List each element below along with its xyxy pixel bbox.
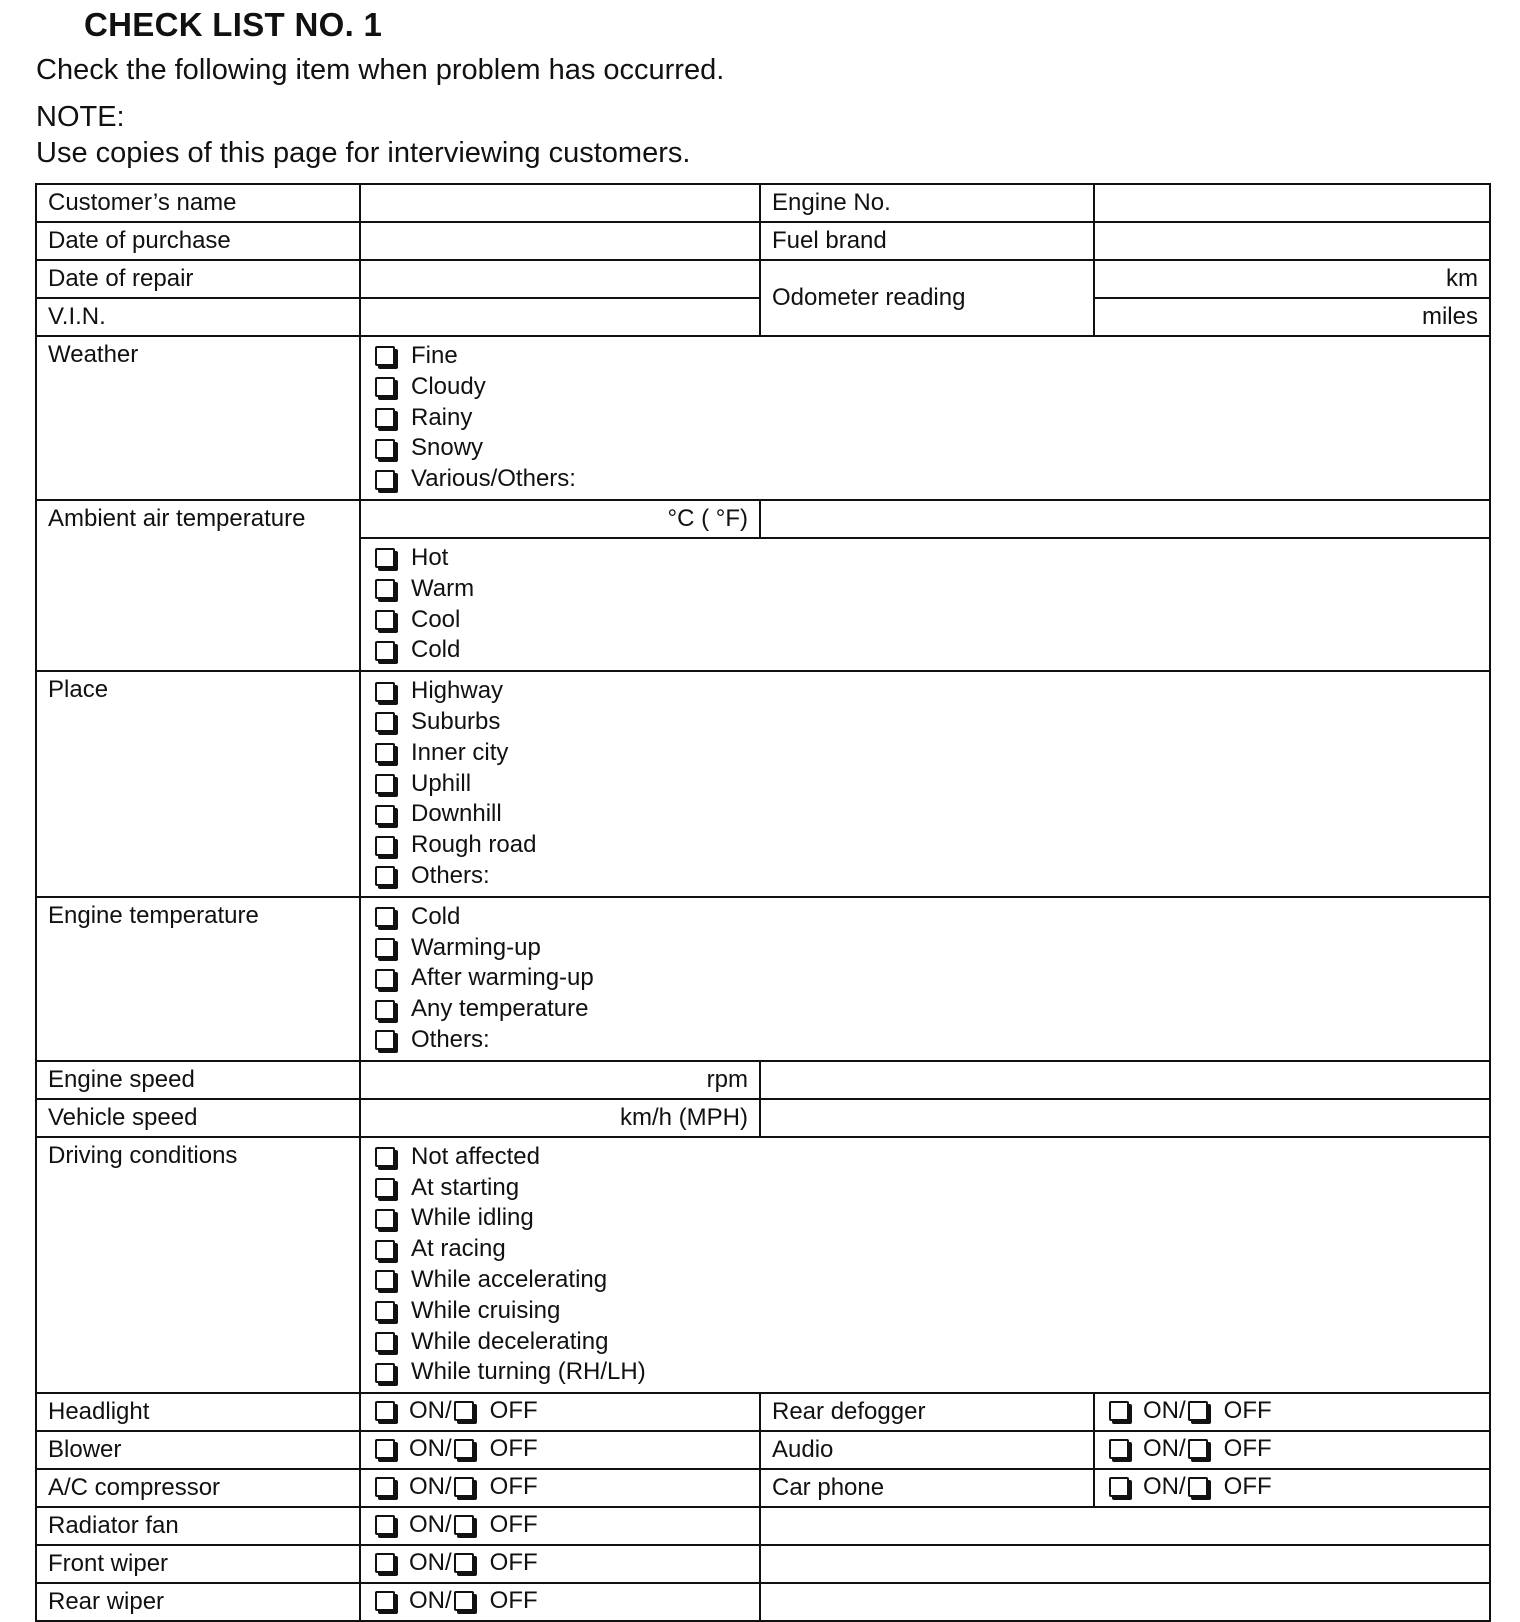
checkbox-icon[interactable] xyxy=(375,408,395,428)
radiator-fan-blank xyxy=(760,1507,1490,1545)
fuel-brand-field[interactable] xyxy=(1094,222,1490,260)
date-of-purchase-label: Date of purchase xyxy=(36,222,360,260)
fuel-brand-label: Fuel brand xyxy=(760,222,1094,260)
checkbox-icon[interactable] xyxy=(375,743,395,763)
option-label: Inner city xyxy=(411,738,509,766)
option-suburbs[interactable] xyxy=(372,707,1478,738)
place-options xyxy=(360,671,1490,897)
option-uphill[interactable] xyxy=(372,769,1478,800)
checkbox-icon[interactable] xyxy=(375,548,395,568)
rear-wiper-blank xyxy=(760,1583,1490,1621)
on-off-group xyxy=(1106,1394,1478,1428)
option-cloudy[interactable] xyxy=(372,372,1478,403)
off-checkbox-icon[interactable] xyxy=(454,1553,474,1573)
option-at-starting[interactable] xyxy=(372,1173,1478,1204)
option-downhill[interactable] xyxy=(372,799,1478,830)
option-label: Hot xyxy=(411,543,449,571)
checkbox-icon[interactable] xyxy=(375,377,395,397)
checkbox-icon[interactable] xyxy=(375,938,395,958)
on-label: ON/ xyxy=(1143,1473,1186,1501)
engine-speed-label: Engine speed xyxy=(36,1061,360,1099)
instruction-text: Check the following item when problem has occurred. xyxy=(36,54,725,86)
checkbox-icon[interactable] xyxy=(375,1147,395,1167)
option-label: Cold xyxy=(411,902,461,930)
table-row xyxy=(36,1469,1490,1507)
odometer-km-field[interactable]: km xyxy=(1094,260,1490,298)
radiator-fan-label: Radiator fan xyxy=(36,1507,360,1545)
off-checkbox-icon[interactable] xyxy=(454,1591,474,1611)
table-row xyxy=(36,260,1490,298)
off-label: OFF xyxy=(489,1511,538,1539)
option-label: Warm xyxy=(411,574,475,602)
option-label: After warming-up xyxy=(411,964,594,992)
on-checkbox-icon[interactable] xyxy=(375,1477,395,1497)
front-wiper-label: Front wiper xyxy=(36,1545,360,1583)
check-list-table xyxy=(35,183,1491,1622)
table-row xyxy=(36,897,1490,1061)
option-fine[interactable] xyxy=(372,341,1478,372)
off-checkbox-icon[interactable] xyxy=(1188,1477,1208,1497)
table-row xyxy=(36,1583,1490,1621)
checkbox-icon[interactable] xyxy=(375,610,395,630)
on-label: ON/ xyxy=(409,1549,452,1577)
engine-speed-blank xyxy=(760,1061,1490,1099)
option-label: Uphill xyxy=(411,769,472,797)
option-label: Cloudy xyxy=(411,372,486,400)
off-label: OFF xyxy=(1223,1397,1272,1425)
ambient-temp-field[interactable]: °C ( °F) xyxy=(360,500,760,538)
option-label: While cruising xyxy=(411,1296,561,1324)
table-row xyxy=(36,1431,1490,1469)
option-label: Fine xyxy=(411,342,458,369)
odometer-reading-label: Odometer reading xyxy=(760,260,1094,336)
date-of-purchase-field[interactable] xyxy=(360,222,760,260)
option-label: Various/Others: xyxy=(411,465,576,493)
on-off-group xyxy=(1106,1432,1478,1466)
on-label: ON/ xyxy=(409,1435,452,1463)
checkbox-icon[interactable] xyxy=(375,1301,395,1321)
option-not-affected[interactable] xyxy=(372,1142,1478,1173)
ambient-temp-label: Ambient air temperature xyxy=(36,500,360,671)
option-at-racing[interactable] xyxy=(372,1234,1478,1265)
option-while-decelerating[interactable] xyxy=(372,1327,1478,1358)
on-label: ON/ xyxy=(409,1397,452,1425)
ambient-temp-blank xyxy=(760,500,1490,538)
on-checkbox-icon[interactable] xyxy=(375,1439,395,1459)
radiator-fan-switch xyxy=(360,1507,760,1545)
option-cold[interactable] xyxy=(372,902,1478,933)
on-off-group xyxy=(372,1432,748,1466)
checkbox-icon[interactable] xyxy=(375,1178,395,1198)
engine-speed-field[interactable]: rpm xyxy=(360,1061,760,1099)
engine-no-field[interactable] xyxy=(1094,184,1490,222)
table-row xyxy=(36,222,1490,260)
off-label: OFF xyxy=(1223,1435,1272,1463)
option-label: Downhill xyxy=(411,800,502,828)
on-off-group xyxy=(372,1394,748,1428)
table-row xyxy=(36,1393,1490,1431)
vin-label: V.I.N. xyxy=(36,298,360,336)
option-cool[interactable] xyxy=(372,605,1478,636)
rear-defogger-label: Rear defogger xyxy=(760,1393,1094,1431)
front-wiper-blank xyxy=(760,1545,1490,1583)
date-of-repair-field[interactable] xyxy=(360,260,760,298)
option-snowy[interactable] xyxy=(372,433,1478,464)
checkbox-icon[interactable] xyxy=(375,1030,395,1050)
weather-label: Weather xyxy=(36,336,360,500)
on-checkbox-icon[interactable] xyxy=(1109,1439,1129,1459)
weather-options xyxy=(360,336,1490,500)
option-rough-road[interactable] xyxy=(372,830,1478,861)
table-row xyxy=(36,1507,1490,1545)
checkbox-icon[interactable] xyxy=(375,1209,395,1229)
off-label: OFF xyxy=(489,1549,538,1577)
on-off-group xyxy=(372,1470,748,1504)
checkbox-icon[interactable] xyxy=(375,969,395,989)
audio-switch xyxy=(1094,1431,1490,1469)
option-while-cruising[interactable] xyxy=(372,1296,1478,1327)
option-label: While turning (RH/LH) xyxy=(411,1358,646,1386)
checkbox-icon[interactable] xyxy=(375,866,395,886)
checkbox-icon[interactable] xyxy=(375,1000,395,1020)
checkbox-icon[interactable] xyxy=(375,712,395,732)
option-label: Any temperature xyxy=(411,995,589,1023)
on-label: ON/ xyxy=(1143,1397,1186,1425)
checkbox-icon[interactable] xyxy=(375,439,395,459)
option-label: Warming-up xyxy=(411,933,541,961)
car-phone-switch xyxy=(1094,1469,1490,1507)
table-row xyxy=(36,671,1490,897)
on-checkbox-icon[interactable] xyxy=(375,1515,395,1535)
on-off-group xyxy=(372,1584,748,1618)
vin-field[interactable] xyxy=(360,298,760,336)
option-label: Snowy xyxy=(411,434,484,462)
vehicle-speed-blank xyxy=(760,1099,1490,1137)
off-checkbox-icon[interactable] xyxy=(1188,1439,1208,1459)
off-checkbox-icon[interactable] xyxy=(454,1401,474,1421)
place-label: Place xyxy=(36,671,360,897)
option-label: Highway xyxy=(411,677,504,705)
vehicle-speed-label: Vehicle speed xyxy=(36,1099,360,1137)
on-off-group xyxy=(372,1546,748,1580)
engine-temp-label: Engine temperature xyxy=(36,897,360,1061)
option-warm[interactable] xyxy=(372,574,1478,605)
option-while-idling[interactable] xyxy=(372,1203,1478,1234)
car-phone-label: Car phone xyxy=(760,1469,1094,1507)
table-row xyxy=(36,1137,1490,1393)
off-checkbox-icon[interactable] xyxy=(454,1515,474,1535)
checkbox-icon[interactable] xyxy=(375,1363,395,1383)
option-warming-up[interactable] xyxy=(372,933,1478,964)
option-label: Suburbs xyxy=(411,707,501,735)
vehicle-speed-field[interactable]: km/h (MPH) xyxy=(360,1099,760,1137)
table-row xyxy=(36,1061,1490,1099)
off-label: OFF xyxy=(489,1397,538,1425)
option-label: Rough road xyxy=(411,831,537,859)
on-off-group xyxy=(1106,1470,1478,1504)
option-label: Others: xyxy=(411,861,490,889)
table-row xyxy=(36,184,1490,222)
option-cold[interactable] xyxy=(372,635,1478,666)
option-label: Cool xyxy=(411,605,461,633)
on-checkbox-icon[interactable] xyxy=(375,1553,395,1573)
off-checkbox-icon[interactable] xyxy=(1188,1401,1208,1421)
checkbox-icon[interactable] xyxy=(375,805,395,825)
on-off-group xyxy=(372,1508,748,1542)
note-label: NOTE: xyxy=(36,101,125,133)
blower-switch xyxy=(360,1431,760,1469)
option-any-temperature[interactable] xyxy=(372,994,1478,1025)
option-while-accelerating[interactable] xyxy=(372,1265,1478,1296)
engine-temp-options xyxy=(360,897,1490,1061)
option-label: While accelerating xyxy=(411,1265,608,1293)
on-label: ON/ xyxy=(1143,1435,1186,1463)
table-row xyxy=(36,1099,1490,1137)
checkbox-icon[interactable] xyxy=(375,682,395,702)
on-label: ON/ xyxy=(409,1473,452,1501)
blower-label: Blower xyxy=(36,1431,360,1469)
option-rainy[interactable] xyxy=(372,403,1478,434)
checkbox-icon[interactable] xyxy=(375,907,395,927)
checkbox-icon[interactable] xyxy=(375,774,395,794)
checkbox-icon[interactable] xyxy=(375,641,395,661)
off-label: OFF xyxy=(489,1587,538,1615)
off-checkbox-icon[interactable] xyxy=(454,1439,474,1459)
checkbox-icon[interactable] xyxy=(375,836,395,856)
checkbox-icon[interactable] xyxy=(375,1332,395,1352)
option-label: Rainy xyxy=(411,403,473,431)
ac-compressor-switch xyxy=(360,1469,760,1507)
option-label: Cold xyxy=(411,636,461,664)
engine-no-label: Engine No. xyxy=(760,184,1094,222)
driving-conditions-options xyxy=(360,1137,1490,1393)
rear-wiper-switch xyxy=(360,1583,760,1621)
option-label: While idling xyxy=(411,1204,534,1232)
option-hot[interactable] xyxy=(372,543,1478,574)
option-label: At starting xyxy=(411,1173,520,1201)
on-checkbox-icon[interactable] xyxy=(375,1401,395,1421)
option-others[interactable] xyxy=(372,1025,1478,1056)
off-label: OFF xyxy=(1223,1473,1272,1501)
option-highway[interactable] xyxy=(372,676,1478,707)
checkbox-icon[interactable] xyxy=(375,1240,395,1260)
option-inner-city[interactable] xyxy=(372,738,1478,769)
option-label: Others: xyxy=(411,1025,490,1053)
headlight-label: Headlight xyxy=(36,1393,360,1431)
rear-defogger-switch xyxy=(1094,1393,1490,1431)
front-wiper-switch xyxy=(360,1545,760,1583)
checkbox-icon[interactable] xyxy=(375,1270,395,1290)
page-title: CHECK LIST NO. 1 xyxy=(84,6,383,43)
option-label: Not affected xyxy=(411,1142,540,1170)
on-checkbox-icon[interactable] xyxy=(1109,1401,1129,1421)
on-checkbox-icon[interactable] xyxy=(375,1591,395,1611)
customer-name-field[interactable] xyxy=(360,184,760,222)
option-label: At racing xyxy=(411,1235,506,1263)
on-label: ON/ xyxy=(409,1587,452,1615)
audio-label: Audio xyxy=(760,1431,1094,1469)
on-label: ON/ xyxy=(409,1511,452,1539)
customer-name-label: Customer’s name xyxy=(36,184,360,222)
option-label: While decelerating xyxy=(411,1327,609,1355)
date-of-repair-label: Date of repair xyxy=(36,260,360,298)
table-row xyxy=(36,1545,1490,1583)
checkbox-icon[interactable] xyxy=(375,346,395,366)
headlight-switch xyxy=(360,1393,760,1431)
ambient-temp-options xyxy=(360,538,1490,671)
odometer-miles-field[interactable]: miles xyxy=(1094,298,1490,336)
table-row xyxy=(36,500,1490,538)
ac-compressor-label: A/C compressor xyxy=(36,1469,360,1507)
driving-conditions-label: Driving conditions xyxy=(36,1137,360,1393)
off-checkbox-icon[interactable] xyxy=(454,1477,474,1497)
checkbox-icon[interactable] xyxy=(375,579,395,599)
option-various-others[interactable] xyxy=(372,464,1478,495)
option-while-turning-rh-lh[interactable] xyxy=(372,1357,1478,1388)
option-after-warming-up[interactable] xyxy=(372,963,1478,994)
option-others[interactable] xyxy=(372,861,1478,892)
table-row xyxy=(36,336,1490,500)
off-label: OFF xyxy=(489,1435,538,1463)
on-checkbox-icon[interactable] xyxy=(1109,1477,1129,1497)
off-label: OFF xyxy=(489,1473,538,1501)
rear-wiper-label: Rear wiper xyxy=(36,1583,360,1621)
note-text: Use copies of this page for interviewing customers. xyxy=(36,137,691,169)
checkbox-icon[interactable] xyxy=(375,470,395,490)
